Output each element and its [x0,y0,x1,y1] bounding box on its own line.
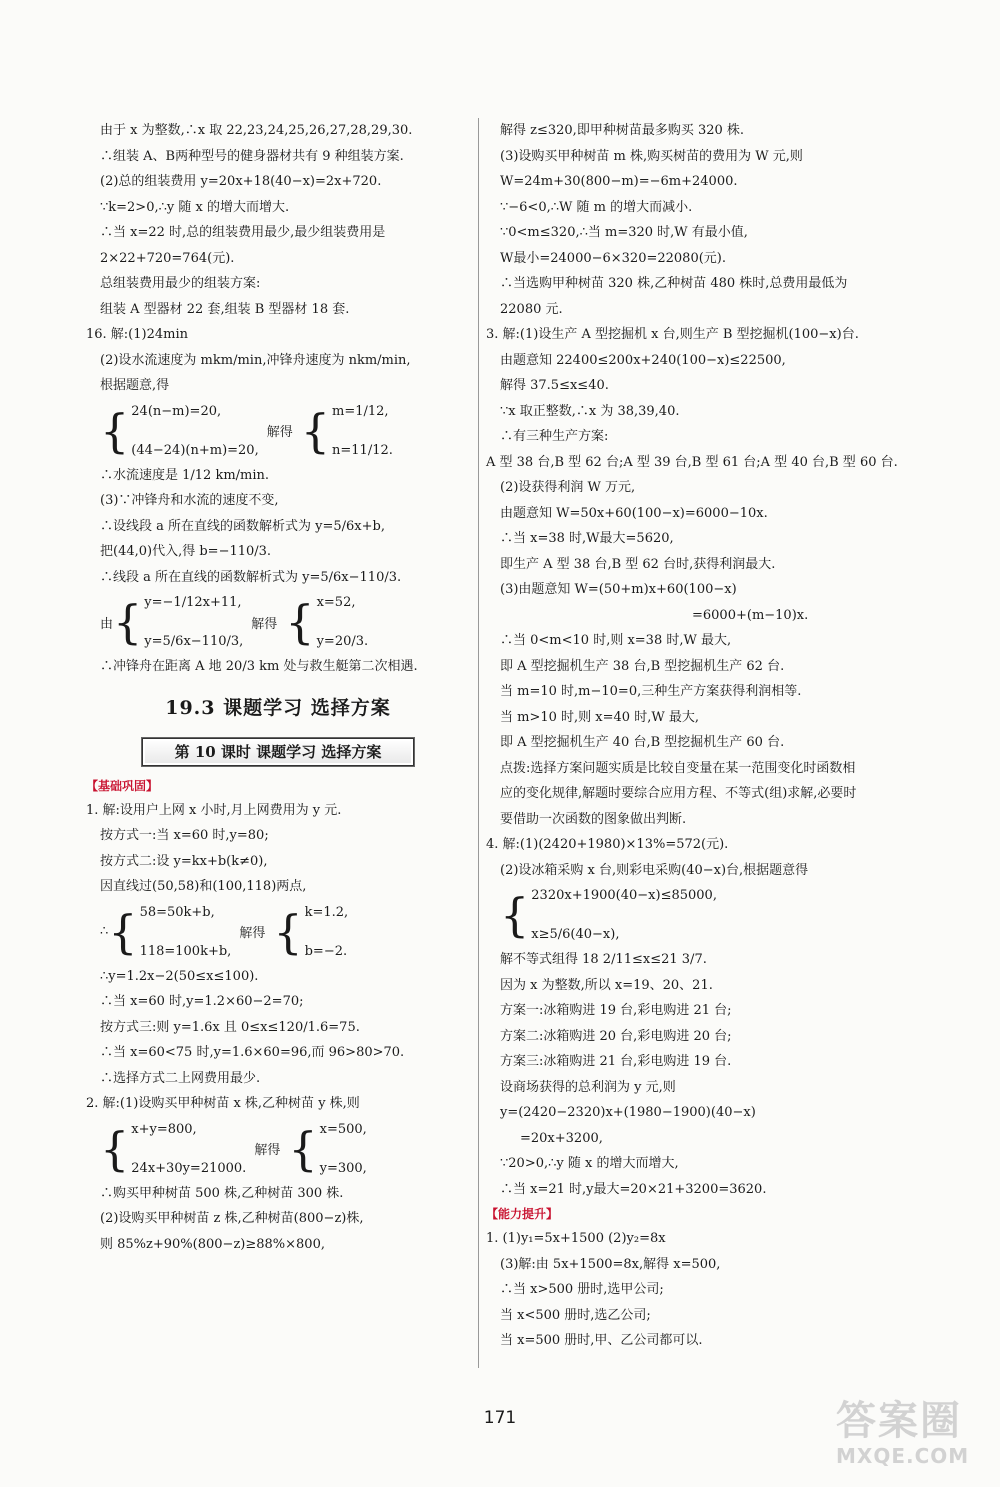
text-line: 方案一:冰箱购进 19 台,彩电购进 21 台; [500,1003,732,1018]
equation: x+y=800, [131,1121,197,1137]
text-line: 当 m>10 时,则 x=40 时,W 最大, [500,709,699,725]
text-line: 总组装费用最少的组装方案: [100,276,261,291]
right-column [486,118,912,1354]
text-line: 由题意知 W=50x+60(100−x)=6000−10x. [500,505,768,521]
text-line: ∴选择方式二上网费用最少. [100,1070,261,1086]
brace-icon: { [288,1121,318,1176]
text-line: ∴y=1.2x−2(50≤x≤100). [100,968,259,984]
question-1-answer: 1. 解:设用户上网 x 小时,月上网费用为 y 元. [86,802,342,818]
solve-label: 解得 [266,425,293,440]
solution: x=500, [319,1121,367,1137]
text-line: =20x+3200, [520,1130,603,1146]
text-line: W=24m+30(800−m)=−6m+24000. [500,174,738,189]
brace-icon: { [273,904,303,959]
text-line: ∴冲锋舟在距离 A 地 20/3 km 处与救生艇第二次相遇. [100,659,418,674]
text-line: 当 x<500 册时,选乙公司; [500,1307,651,1323]
text-line: W最小=24000−6×320=22080(元). [500,250,727,266]
text-line: (3)∵冲锋舟和水流的速度不变, [100,493,279,508]
equation-system [86,1117,470,1181]
text-line: ∴水流速度是 1/12 km/min. [100,467,270,483]
question-16-answer: 16. 解:(1)24min [86,327,189,342]
brace-icon: { [285,595,315,649]
equation: 24(n−m)=20, [131,403,222,419]
text-line: ∴设线段 a 所在直线的函数解析式为 y=5/6x+b, [100,518,385,534]
text-line: y=(2420−2320)x+(1980−1900)(40−x) [500,1105,756,1120]
tag-basic: 【基础巩固】 [86,778,159,793]
text-line: 当 m=10 时,m−10=0,三种生产方案获得利润相等. [500,684,802,699]
text-line: ∴当 x=60<75 时,y=1.6×60=96,而 96>80>70. [100,1045,405,1060]
solve-label: 解得 [239,926,266,941]
text-line: 由于 x 为整数,∴x 取 22,23,24,25,26,27,28,29,30. [100,123,413,138]
text-line: 把(44,0)代入,得 b=−110/3. [100,544,272,559]
text-line: 根据题意,得 [100,378,170,393]
text-line: 解不等式组得 18 2/11≤x≤21 3/7. [500,952,707,967]
text-line: 即生产 A 型 38 台,B 型 62 台时,获得利润最大. [500,556,776,572]
text-line: 22080 元. [500,301,563,317]
equation-system [86,900,470,964]
column-divider [478,118,479,1368]
inequality: 2320x+1900(40−x)≤85000, [531,888,717,903]
text-line: ∴当选购甲种树苗 320 株,乙种树苗 480 株时,总费用最低为 [500,276,848,291]
text-line: ∴当 0<m<10 时,则 x=38 时,W 最大, [500,633,732,648]
question-3-answer: 3. 解:(1)设生产 A 型挖掘机 x 台,则生产 B 型挖掘机(100−x)台. [486,327,859,342]
text-line: 组装 A 型器材 22 套,组装 B 型器材 18 套. [100,301,350,317]
text-line: (2)设水流速度为 mkm/min,冲锋舟速度为 nkm/min, [100,352,411,368]
text-prefix: 由 [100,616,114,632]
text-line: 方案二:冰箱购进 20 台,彩电购进 20 台; [500,1028,732,1044]
equation-system [86,590,470,654]
text-line: 解得 37.5≤x≤40. [500,378,609,393]
solution: b=−2. [304,943,348,959]
ability-question-1-answer: 1. (1)y₁=5x+1500 (2)y₂=8x [486,1231,666,1246]
text-line: 因为 x 为整数,所以 x=19、20、21. [500,977,713,993]
text-line: ∴组装 A、B两种型号的健身器材共有 9 种组装方案. [100,148,404,164]
solve-label: 解得 [251,616,278,632]
solution: y=300, [319,1160,367,1176]
text-line: 则 85%z+90%(800−z)≥88%×800, [100,1236,325,1252]
text-line: (3)由题意知 W=(50+m)x+60(100−x) [500,582,737,597]
hint-line: 要借助一次函数的图象做出判断. [500,811,687,827]
text-line: 由题意知 22400≤200x+240(100−x)≤22500, [500,352,786,368]
tag-ability: 【能力提升】 [486,1207,559,1221]
text-line: ∵x 取正整数,∴x 为 38,39,40. [500,403,680,419]
text-line: (3)解:由 5x+1500=8x,解得 x=500, [500,1256,721,1272]
text-line: 设商场获得的总利润为 y 元,则 [500,1079,676,1095]
question-2-answer: 2. 解:(1)设购买甲种树苗 x 株,乙种树苗 y 株,则 [86,1096,360,1111]
solve-label: 解得 [254,1143,281,1158]
equation: 24x+30y=21000. [131,1160,247,1176]
text-line: (2)设冰箱采购 x 台,则彩电采购(40−x)台,根据题意得 [500,862,809,878]
text-line: 即 A 型挖掘机生产 38 台,B 型挖掘机生产 62 台. [500,658,785,674]
text-line: 方案三:冰箱购进 21 台,彩电购进 19 台. [500,1054,732,1069]
text-line: A 型 38 台,B 型 62 台;A 型 39 台,B 型 61 台;A 型 40 台,B 型 60 台. [486,454,898,470]
equation: 58=50k+b, [139,904,215,920]
brace-icon: { [100,403,130,458]
text-line: 按方式二:设 y=kx+b(k≠0), [100,853,268,869]
question-4-answer: 4. 解:(1)(2420+1980)×13%=572(元). [486,837,729,852]
brace-icon: { [113,595,143,649]
inequality-system [486,883,912,947]
brace-icon: { [500,888,530,942]
text-line: ∴购买甲种树苗 500 株,乙种树苗 300 株. [100,1185,344,1201]
equation: (44−24)(n+m)=20, [131,442,259,458]
hint-line: 应的变化规律,解题时要综合应用方程、不等式(组)求解,必要时 [500,786,857,801]
equation: y=5/6x−110/3, [144,634,244,649]
solution: y=20/3. [316,634,369,649]
solution: n=11/12. [332,442,393,458]
lesson-title: 第 10 课时 课题学习 选择方案 [142,738,414,766]
watermark-logo [836,1398,982,1474]
equation: 118=100k+b, [139,943,232,959]
section-title: 19.3 课题学习 选择方案 [165,696,391,719]
page-number: 171 [483,1408,517,1428]
text-line: ∴当 x=60 时,y=1.2×60−2=70; [100,994,304,1009]
text-line: 即 A 型挖掘机生产 40 台,B 型挖掘机生产 60 台. [500,735,785,750]
text-line: (2)设获得利润 W 万元, [500,480,636,495]
text-line: ∵0<m≤320,∴当 m=320 时,W 有最小值, [500,225,748,240]
text-line: ∵k=2>0,∴y 随 x 的增大而增大. [100,199,290,215]
text-line: =6000+(m−10)x. [692,607,809,623]
text-prefix: ∴ [100,924,109,939]
text-line: ∴有三种生产方案: [500,429,609,444]
watermark-text: 答案圈 [836,1398,962,1444]
text-line: (2)设购买甲种树苗 z 株,乙种树苗(800−z)株, [100,1211,364,1226]
left-column [86,118,470,1257]
text-line: ∵20>0,∴y 随 x 的增大而增大, [500,1156,679,1171]
watermark-url: MXQE.COM [836,1444,970,1468]
text-line: 2×22+720=764(元). [100,250,235,266]
equation: y=−1/12x+11, [144,595,242,610]
text-line: 因直线过(50,58)和(100,118)两点, [100,879,307,894]
hint-line: 点拨:选择方案问题实质是比较自变量在某一范围变化时函数相 [500,760,856,776]
text-line: (2)总的组装费用 y=20x+18(40−x)=2x+720. [100,174,382,189]
text-line: ∵−6<0,∴W 随 m 的增大而减小. [500,199,693,215]
equation-system [86,399,470,463]
brace-icon: { [100,1121,130,1176]
text-line: ∴当 x=21 时,y最大=20×21+3200=3620. [500,1181,767,1197]
text-line: 解得 z≤320,即甲种树苗最多购买 320 株. [500,123,745,138]
solution: m=1/12, [332,403,389,419]
text-line: ∴当 x=38 时,W最大=5620, [500,531,674,546]
brace-icon: { [300,403,331,458]
text-line: (3)设购买甲种树苗 m 株,购买树苗的费用为 W 元,则 [500,148,803,164]
text-line: ∴当 x>500 册时,选甲公司; [500,1282,664,1297]
text-line: 按方式一:当 x=60 时,y=80; [100,828,269,843]
text-line: 按方式三:则 y=1.6x 且 0≤x≤120/1.6=75. [100,1019,360,1035]
text-line: 当 x=500 册时,甲、乙公司都可以. [500,1333,703,1348]
solution: x=52, [316,595,356,610]
text-line: ∴线段 a 所在直线的函数解析式为 y=5/6x−110/3. [100,569,402,585]
inequality: x≥5/6(40−x), [531,927,620,942]
brace-icon: { [108,904,138,959]
text-line: ∴当 x=22 时,总的组装费用最少,最少组装费用是 [100,225,386,240]
solution: k=1.2, [304,904,349,920]
